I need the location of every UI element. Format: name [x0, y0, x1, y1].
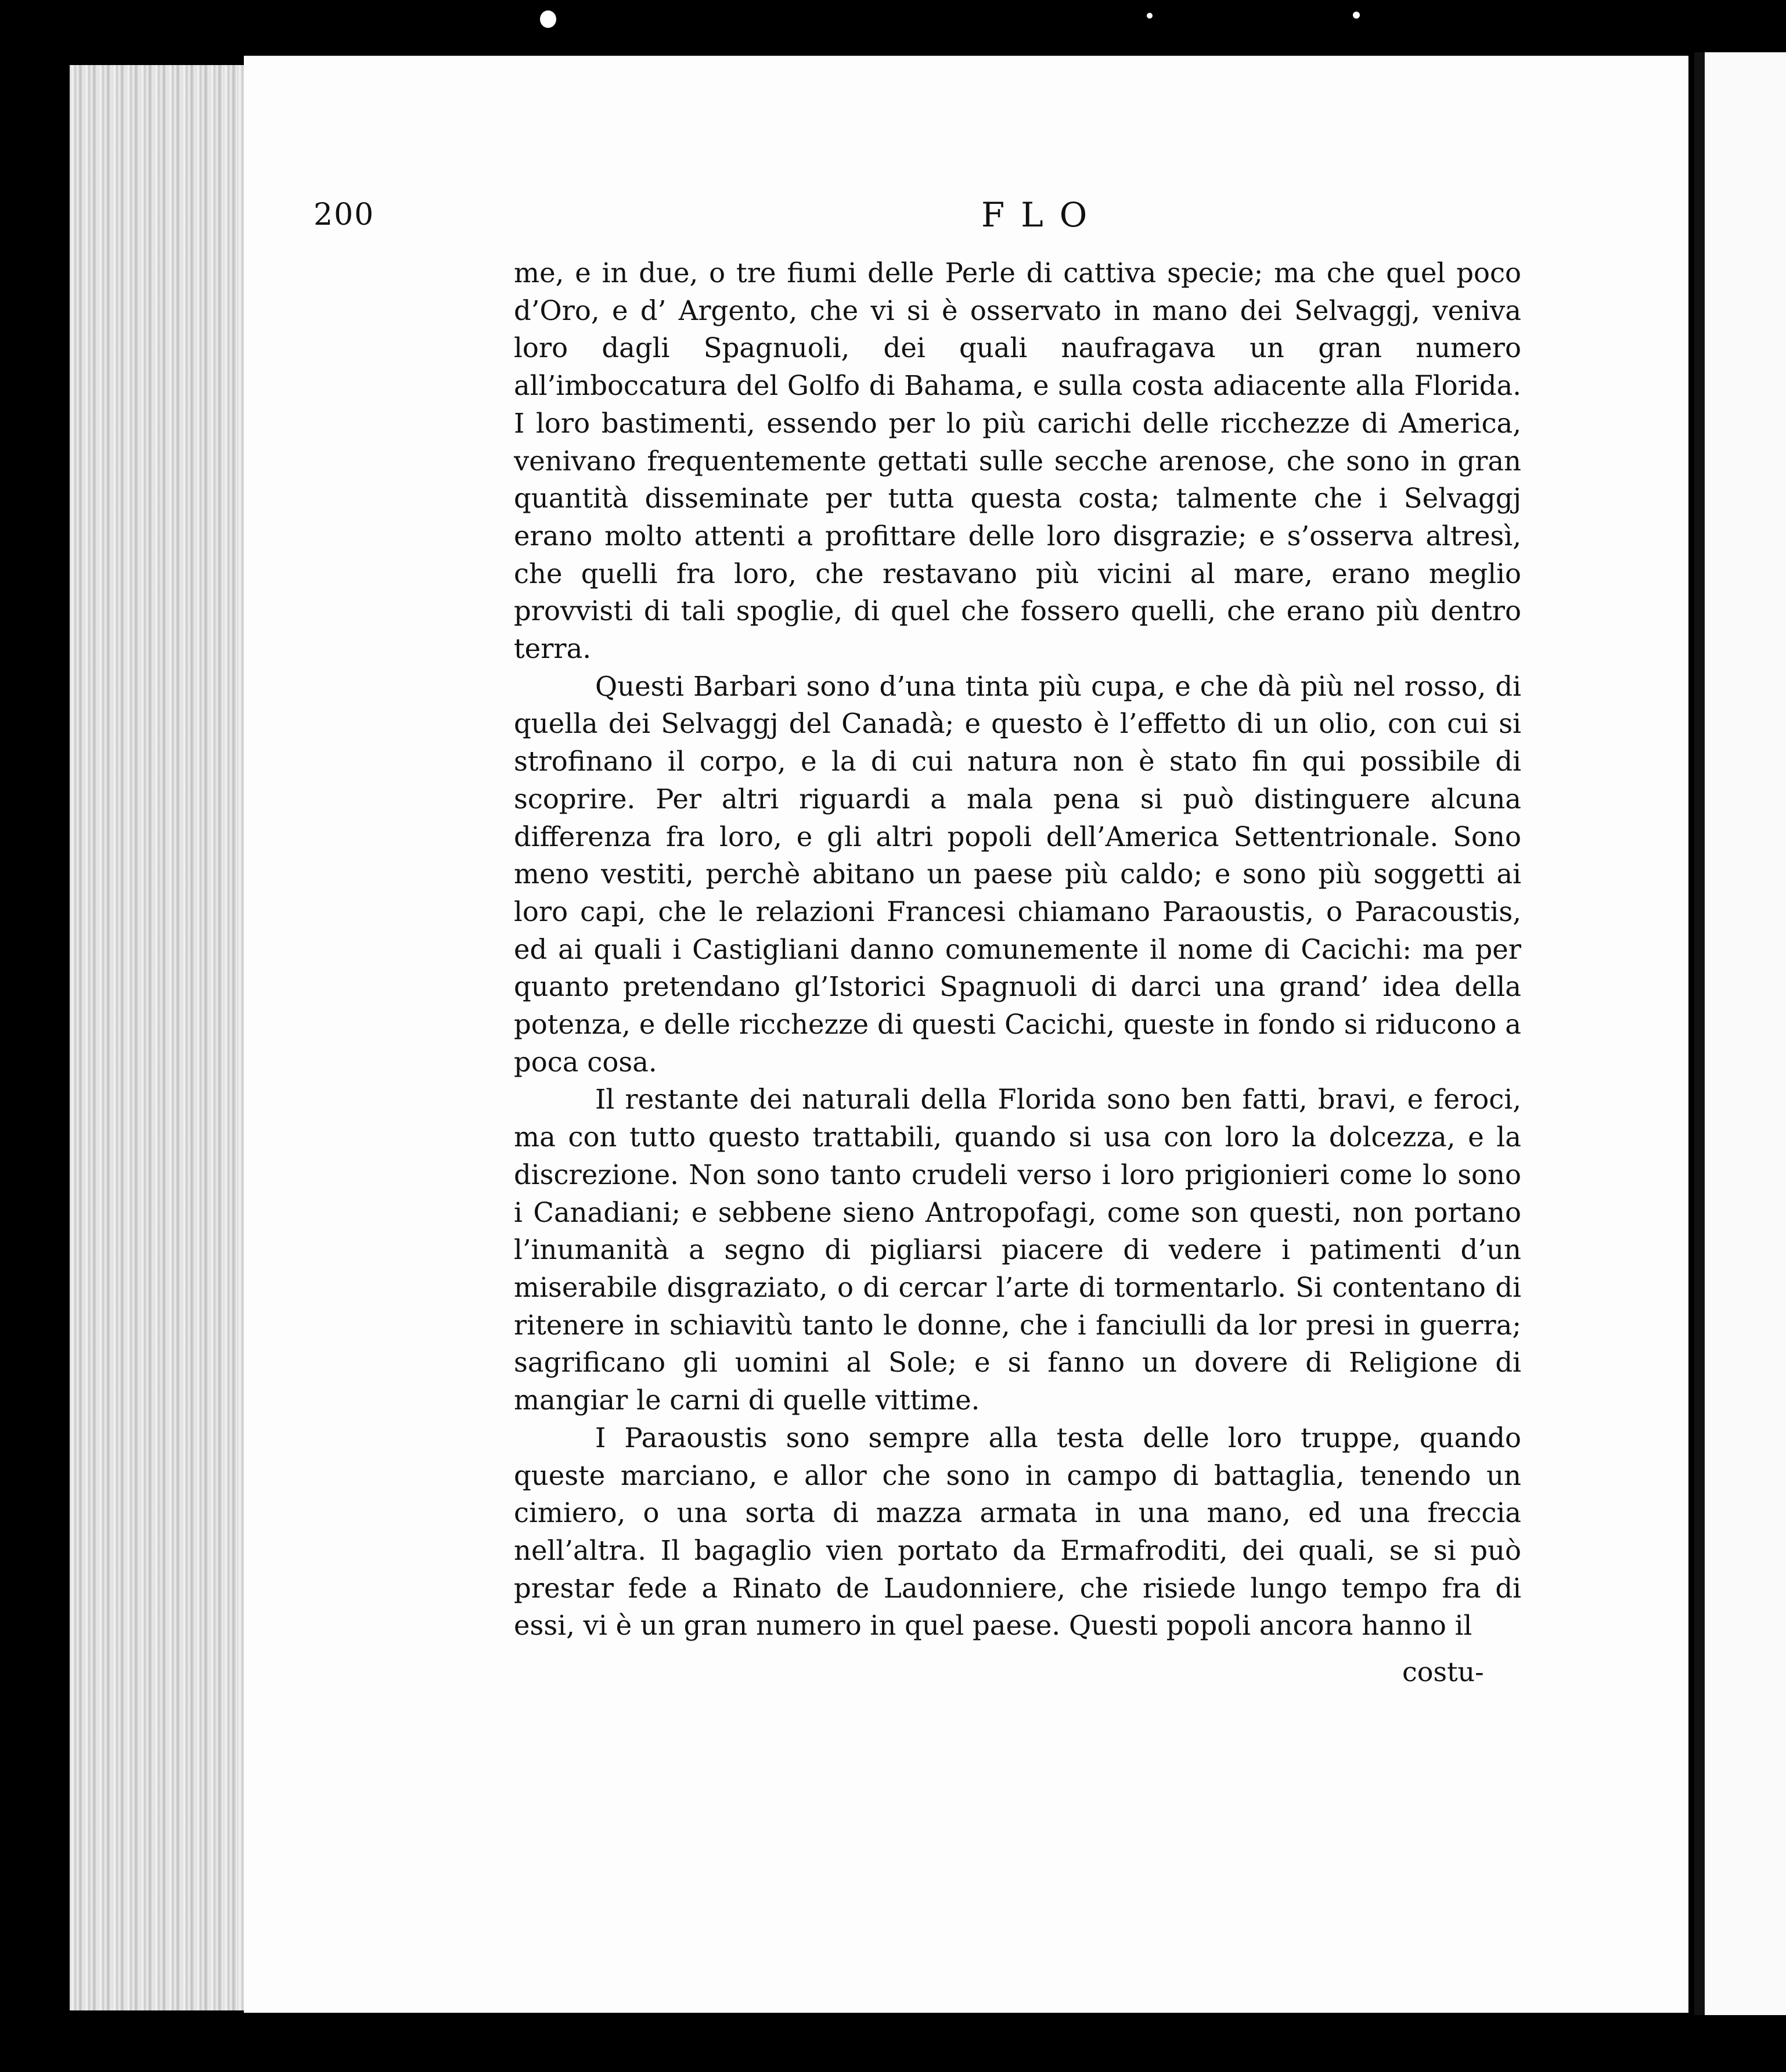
running-head: FLO	[981, 195, 1104, 235]
paragraph: Questi Barbari sono d’una tinta più cupa, e che dà più nel rosso, di quella dei Selvaggj del Canadà; e questo è l’effetto di un olio, con cui si strofinano il corpo, e la di cui natura non è stato fin qui possibile di scoprire. Per altri riguardi a mala pena si può distinguere alcuna differenza fra loro, e gli altri popoli dell’America Settentrionale. Sono meno vestiti, perchè abitano un paese più caldo; e sono più soggetti ai loro capi, che le relazioni Francesi chiamano Paraoustis, o Paracoustis, ed ai quali i Castigliani danno comunemente il nome di Cacichi: ma per quanto pretendano gl’Istorici Spagnuoli di darci una grand’ idea della potenza, e delle ricchezze di questi Cacichi, queste in fondo si riducono a poca cosa.	[514, 670, 1521, 1078]
paragraph: I Paraoustis sono sempre alla testa delle loro truppe, quando queste marciano, e allor che sono in campo di battaglia, tenendo un cimiero, o una sorta di mazza armata in una mano, ed una freccia nell’altra. Il bagaglio vien portato da Ermafroditi, dei quali, se si può prestar fede a Rinato de Laudonniere, che risiede lungo tempo fra di essi, vi è un gran numero in quel paese. Questi popoli ancora hanno il	[514, 1422, 1521, 1642]
dust-speck	[540, 10, 556, 28]
page-edges-stack	[70, 65, 246, 2010]
page-number: 200	[314, 197, 375, 232]
body-text	[514, 254, 1521, 1645]
next-page-edge	[1694, 52, 1786, 2015]
paragraph: Il restante dei naturali della Florida sono ben fatti, bravi, e feroci, ma con tutto questo trattabili, quando si usa con loro la dolcezza, e la discrezione. Non sono tanto crudeli verso i loro prigionieri come lo sono i Canadiani; e sebbene sieno Antropofagi, come son questi, non portano l’inumanità a segno di pigliarsi piacere di vedere i patimenti d’un miserabile disgraziato, o di cercar l’arte di tormentarlo. Si contentano di ritenere in schiavitù tanto le donne, che i fanciulli da lor presi in guerra; sagrificano gli uomini al Sole; e si fanno un dovere di Religione di mangiar le carni di quelle vittime.	[514, 1084, 1521, 1416]
paragraph: me, e in due, o tre fiumi delle Perle di cattiva specie; ma che quel poco d’Oro, e d’ Argento, che vi si è osservato in mano dei Selvaggj, veniva loro dagli Spagnuoli, dei quali naufragava un gran numero all’imboccatura del Golfo di Bahama, e sulla costa adiacente alla Florida. I loro bastimenti, essendo per lo più carichi delle ricchezze di America, venivano frequentemente gettati sulle secche arenose, che sono in gran quantità disseminate per tutta questa costa; talmente che i Selvaggj erano molto attenti a profittare delle loro disgrazie; e s’osserva altresì, che quelli fra loro, che restavano più vicini al mare, erano meglio provvisti di tali spoglie, di quel che fossero quelli, che erano più dentro terra.	[514, 257, 1521, 665]
dust-speck	[1353, 12, 1360, 19]
page-header	[314, 197, 1510, 244]
catchword: costu-	[1402, 1656, 1484, 1688]
dust-speck	[1147, 13, 1153, 19]
